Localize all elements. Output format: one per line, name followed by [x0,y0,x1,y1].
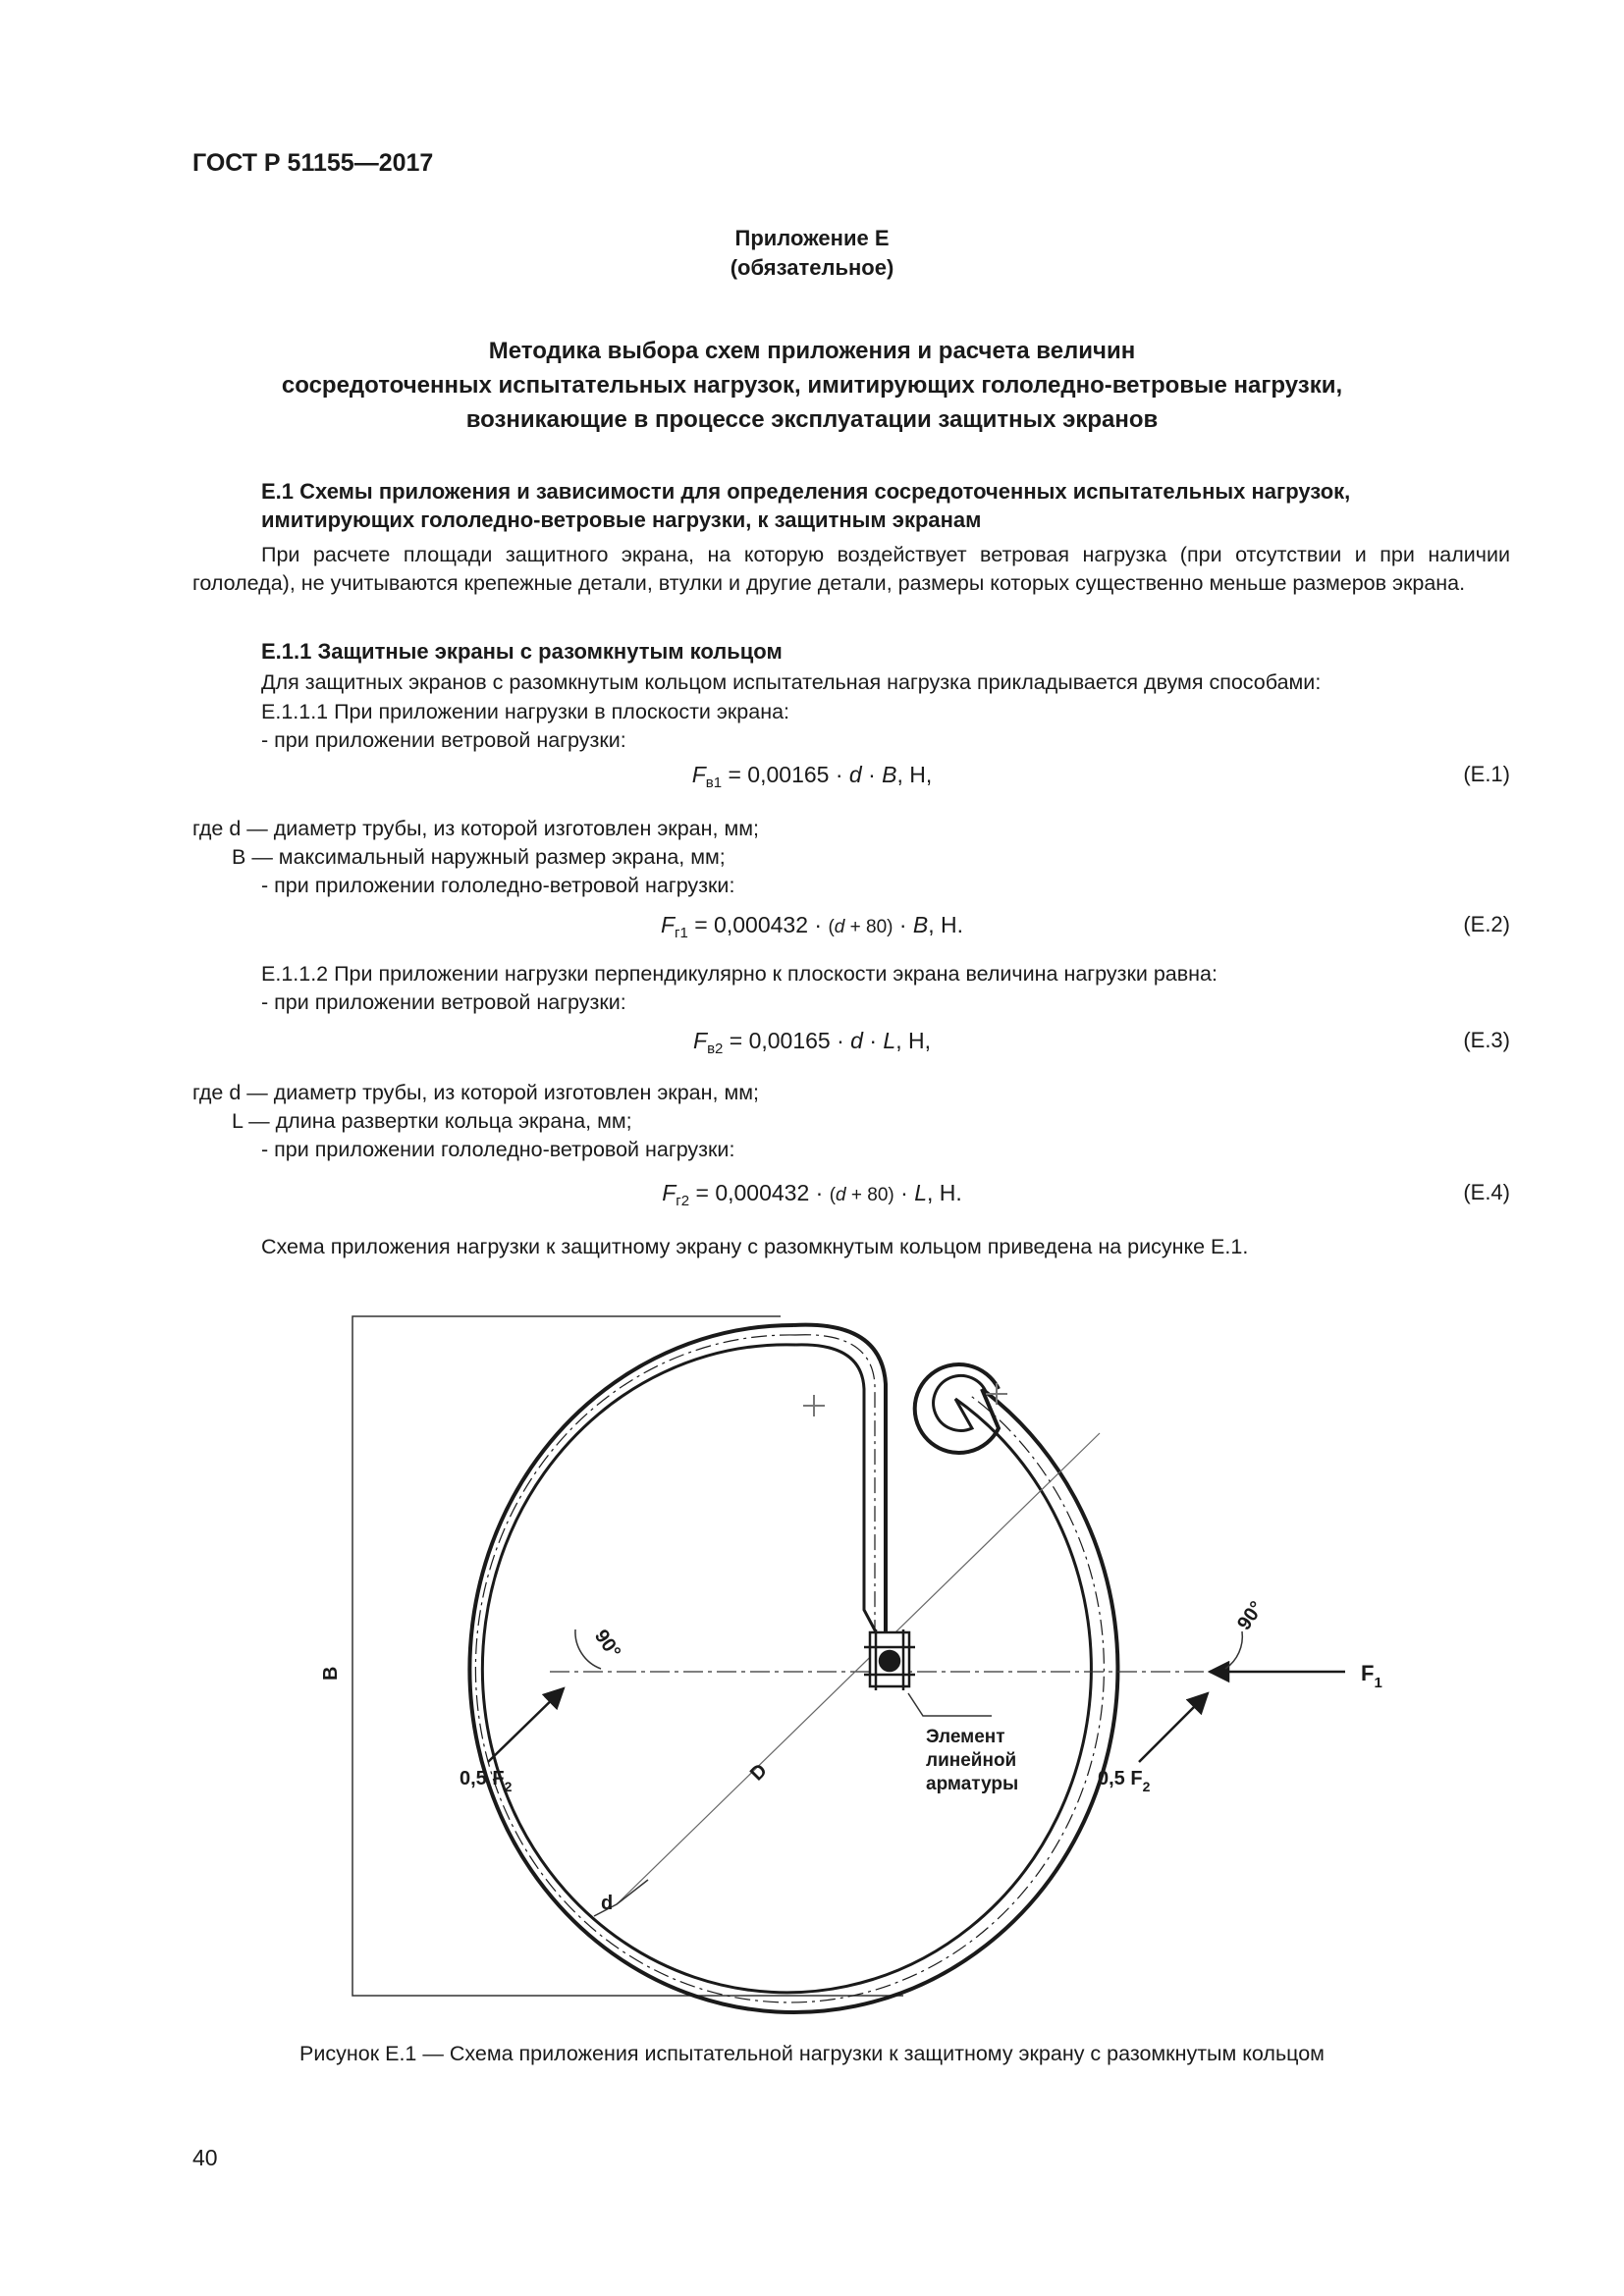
paragraph-e112: Е.1.1.2 При приложении нагрузки перпендикулярно к плоскости экрана величина нагрузки равна: [261,962,1218,986]
force-arrow-left [488,1688,564,1762]
ring [469,1325,1117,2012]
line-fitting-element [864,1629,915,1690]
equation-number: (Е.3) [1463,1028,1510,1052]
section-heading-e11: Е.1.1 Защитные экраны с разомкнутым кольцом [261,639,783,664]
center-mark [803,1383,1007,1416]
paragraph-scheme-ref: Схема приложения нагрузки к защитному экрану с разомкнутым кольцом приведена на рисунке Е.1. [261,1235,1249,1258]
where-l: L — длина развертки кольца экрана, мм; [232,1109,632,1133]
title-line: Методика выбора схем приложения и расчета величин [488,338,1136,364]
paragraph-wind2: - при приложении ветровой нагрузки: [261,990,626,1014]
left-hook [793,1325,886,1639]
label-element-1: Элемент [926,1727,1005,1747]
diameter-line [617,1433,1100,1904]
where-d-1: где d — диаметр трубы, из которой изготовлен экран, мм; [192,817,759,840]
paragraph-wind1: - при приложении ветровой нагрузки: [261,728,626,752]
heading-line: Е.1 Схемы приложения и зависимости для определения сосредоточенных испытательных нагрузок, [261,479,1351,504]
equation-number: (Е.4) [1463,1180,1510,1204]
heading-line: имитирующих гололедно-ветровые нагрузки, к защитным экранам [261,507,982,532]
angle-arc-right [1225,1631,1242,1669]
equation-e3: $F_{в2} = 0,00165 \cdot d \cdot L$, Н, [693,1028,931,1057]
equation-e2: $F_{г1} = 0,000432 \cdot (d + 80) \cdot B$, Н. [660,912,964,941]
document-code: ГОСТ Р 51155—2017 [192,149,434,177]
where-b: B — максимальный наружный размер экрана, мм; [232,845,726,869]
appendix-label: Приложение Е [734,226,890,250]
label-element-3: арматуры [926,1774,1019,1794]
paragraph-icewind1: - при приложении гололедно-ветровой нагрузки: [261,874,735,897]
label-d-lower: d [601,1893,614,1914]
page-number: 40 [192,2145,218,2170]
label-force-left: 0,5 $F_2$ [460,1768,513,1794]
paragraph-icewind2: - при приложении гололедно-ветровой нагрузки: [261,1138,735,1161]
equation-e1: $F_{в1} = 0,00165 \cdot d \cdot B$, Н, [691,762,933,791]
appendix-status: (обязательное) [730,255,894,280]
equation-number: (Е.1) [1463,762,1510,786]
paragraph-e111: Е.1.1.1 При приложении нагрузки в плоскости экрана: [261,700,790,723]
force-arrow-right [1139,1693,1208,1762]
label-f1: $F_1$ [1361,1661,1382,1691]
label-angle-right: 90° [1233,1597,1269,1634]
label-d-upper: D [745,1759,772,1786]
label-b: B [320,1666,342,1681]
paragraph-area-note: При расчете площади защитного экрана, на которую воздействует ветровая нагрузка (при отсутствии и при наличии гололеда), не учитываются крепежные детали, втулки и другие детали, размеры которых существенно меньше размеров экрана. [192,543,1510,595]
equation-number: (Е.2) [1463,912,1510,936]
where-d-2: где d — диаметр трубы, из которой изготовлен экран, мм; [192,1081,759,1104]
label-angle-left: 90° [589,1626,625,1663]
label-element-2: линейной [926,1750,1017,1771]
label-force-mid: 0,5 $F_2$ [1098,1768,1151,1794]
paragraph-intro: Для защитных экранов с разомкнутым кольцом испытательная нагрузка прикладывается двумя способами: [261,670,1322,694]
title-line: сосредоточенных испытательных нагрузок, имитирующих гололедно-ветровые нагрузки, [281,372,1343,399]
figure-caption: Рисунок Е.1 — Схема приложения испытательной нагрузки к защитному экрану с разомкнутым кольцом [299,2042,1325,2065]
fitting-leader [908,1693,992,1716]
equation-e4: $F_{г2} = 0,000432 \cdot (d + 80) \cdot L$, Н. [662,1180,962,1209]
title-line: возникающие в процессе эксплуатации защитных экранов [465,406,1159,433]
